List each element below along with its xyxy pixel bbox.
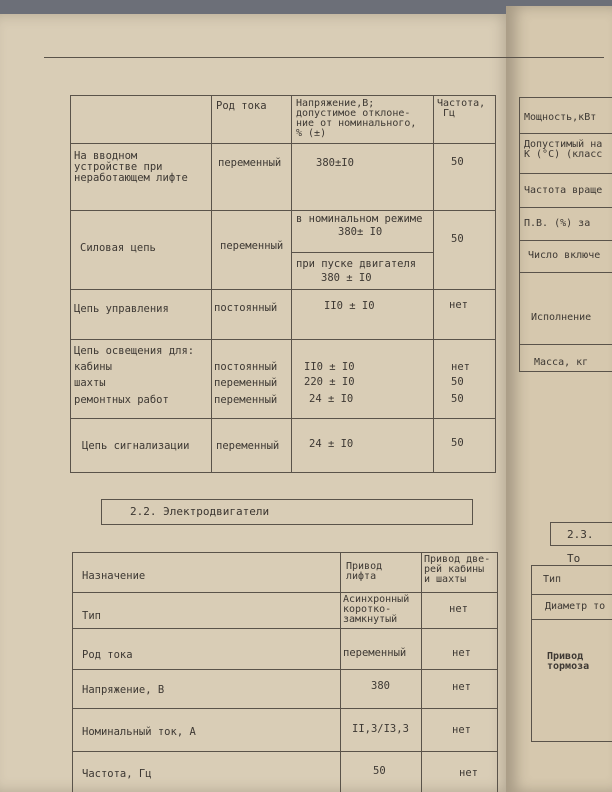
rp2-row-divider [531,619,612,620]
rp-row-label: Исполнение [531,312,592,323]
t1-cell-frequency: 50 [451,376,464,388]
t1-cell-current: переменный [216,440,280,452]
t1-border-right [495,95,496,473]
t2-header-lift-drive: Привод лифта [346,561,383,582]
rp-row-divider [519,240,612,241]
t1-row-label: Силовая цепь [80,242,156,254]
rp-border-top [519,97,612,98]
t1-cell-current: переменный [214,394,278,406]
t1-cell-voltage: 24 ± I0 [309,438,354,450]
t2-row-label: Род тока [82,649,133,661]
t2-col-divider-1 [340,552,341,792]
rp-border-left [519,97,520,371]
t1-header-divider [70,143,495,144]
t1-cell-voltage: 220 ± I0 [304,376,355,388]
t1-header-current-type: Род тока [216,100,267,112]
t2-row-label: Номинальный ток, А [82,726,196,738]
t2-border-top [72,552,497,553]
t2-cell-door: нет [452,681,471,693]
t1-lighting-item-label: шахты [74,377,106,389]
t1-border-bottom [70,472,495,473]
t2-border-left [72,552,73,792]
t2-border-right [497,552,498,792]
t2-cell-door: нет [449,603,468,615]
t1-cell-voltage: II0 ± I0 [324,300,375,312]
t1-cell-frequency: нет [449,299,468,311]
t1-col-divider-3 [433,95,434,473]
rp-row-divider [519,133,612,134]
t1-cell-voltage: 24 ± I0 [309,393,354,405]
t2-header-divider [72,592,497,593]
t2-header-purpose: Назначение [82,570,146,582]
rp-row-label: Масса, кг [534,357,589,368]
t1-cell-frequency: 50 [451,437,464,449]
rp-row-divider [519,207,612,208]
t1-cell-current: переменный [218,157,282,169]
t1-subrow-divider [291,252,433,253]
t1-header-voltage: Напряжение,В; допустимое отклоне- ние от номинального, % (±) [296,98,417,139]
t2-row-divider [72,628,497,629]
t1-cell-mode-start: при пуске двигателя [296,258,417,270]
t1-cell-current: переменный [214,377,278,389]
t1-cell-voltage: II0 ± I0 [304,361,355,373]
t1-cell-current: постоянный [214,361,278,373]
rp-row-label: Мощность,кВт [524,112,597,123]
t1-row-label: Цепь управления [74,303,169,315]
t1-col-divider-1 [211,95,212,473]
t1-row-divider [70,339,495,340]
page-header-rule [44,57,604,58]
t1-row-label: Цепь сигнализации [82,440,190,452]
t1-header-frequency: Частота, Гц [437,98,486,119]
t1-cell-frequency: 50 [451,156,464,168]
rp2-border-left [531,565,532,742]
t2-header-door-drive: Привод две- рей кабины и шахты [424,554,491,585]
t1-row-label: Цепь освещения для: [74,345,195,357]
t2-cell-lift: II,3/I3,3 [352,723,409,735]
t1-lighting-item-label: ремонтных работ [74,394,169,406]
rp-border-bottom [519,371,612,372]
t2-row-label: Тип [82,610,101,622]
rp2-row-label: Привод тормоза [547,651,590,672]
rp2-row-label: Диаметр то [545,601,606,612]
rp2-border-bottom [531,741,612,742]
t1-row-divider [70,289,495,290]
rp-row-divider [519,173,612,174]
t1-row-label: На вводном устройстве при неработающем лифте [74,150,188,184]
rp2-row-label: Тип [543,574,562,585]
rp2-row-divider [531,594,612,595]
t1-cell-voltage: 380±I0 [316,157,354,169]
t1-cell-current: постоянный [214,302,278,314]
t2-row-label: Напряжение, В [82,684,165,696]
t1-cell-frequency: 50 [451,233,464,245]
t1-border-left [70,95,71,473]
rp-row-label: Частота враще [524,185,603,196]
rp-row-label: Допустимый на К (°С) (класс [524,139,603,160]
t1-cell-frequency: нет [451,361,470,373]
rp-row-divider [519,344,612,345]
t1-row-divider [70,418,495,419]
t2-cell-lift: Асинхронный коротко- замкнутый [343,594,410,625]
t2-cell-lift: 50 [373,765,386,777]
rp-row-label: Число включе [528,250,601,261]
section-heading-electric-motors: 2.2. Электродвигатели [101,499,473,525]
t2-cell-door: нет [452,724,471,736]
t2-row-divider [72,708,497,709]
t1-lighting-item-label: кабины [74,361,112,373]
t1-cell-frequency: 50 [451,393,464,405]
t1-border-top [70,95,495,96]
t2-cell-door: нет [459,767,478,779]
t2-col-divider-2 [421,552,422,792]
section-heading-brakes: 2.3. То [550,522,612,546]
document-page-right [506,6,612,792]
rp-row-divider [519,272,612,273]
t1-row-divider [70,210,495,211]
rp-row-label: П.В. (%) за [524,218,591,229]
t2-row-divider [72,669,497,670]
rp2-border-top [531,565,612,566]
t2-cell-lift: переменный [343,647,407,659]
t2-cell-lift: 380 [371,680,390,692]
t1-cell-voltage-nominal: 380± I0 [338,226,383,238]
t1-cell-current: переменный [220,240,284,252]
t1-cell-mode-nominal: в номинальном режиме [296,213,423,225]
t1-col-divider-2 [291,95,292,473]
t2-cell-door: нет [452,647,471,659]
t2-row-label: Частота, Гц [82,768,152,780]
t2-row-divider [72,751,497,752]
t1-cell-voltage-start: 380 ± I0 [321,272,372,284]
